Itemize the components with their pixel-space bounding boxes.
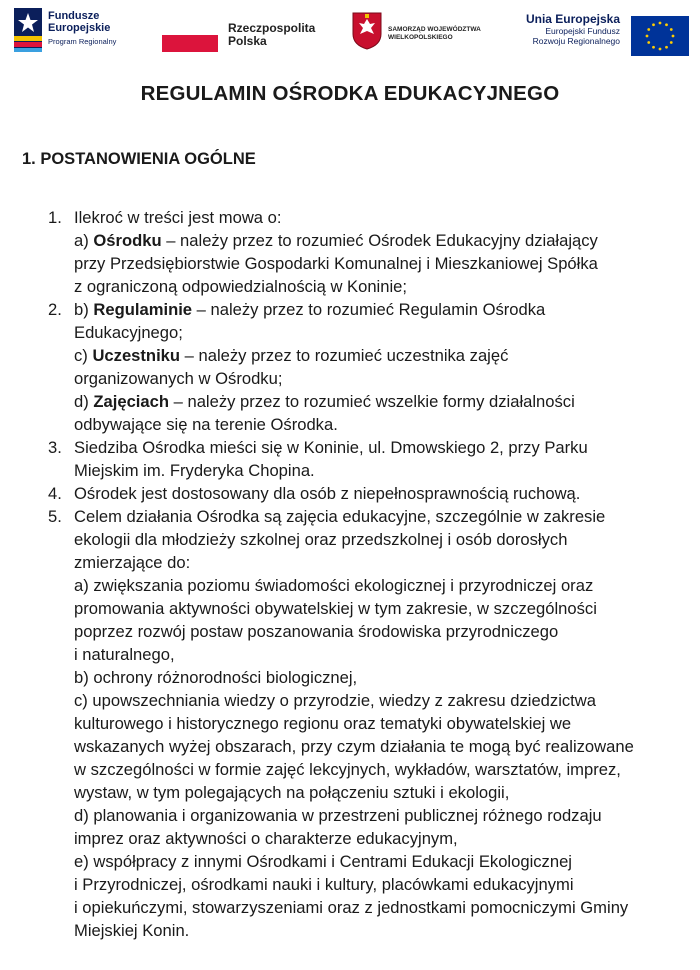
eu-star xyxy=(665,46,668,49)
line-text xyxy=(74,758,621,781)
line-text xyxy=(74,390,575,413)
samorzad-wojewodztwa-logo xyxy=(350,8,500,56)
line-text xyxy=(74,620,558,643)
line-text-pre: imprez oraz aktywności o charakterze edukacyjnym, xyxy=(74,829,458,848)
line-text xyxy=(74,804,602,827)
line-text xyxy=(74,436,588,459)
line-text-post: – należy przez to rozumieć Ośrodek Edukacyjny działający xyxy=(161,231,598,250)
line-text xyxy=(74,206,281,229)
line-text xyxy=(74,298,545,321)
line-text-pre: c) upowszechniania wiedzy o przyrodzie, wiedzy z zakresu dziedzictwa xyxy=(74,691,597,710)
line-text-pre: wystaw, w tym polegających na połączeniu sztuki i ekologii, xyxy=(74,783,510,802)
line-text-pre: Miejskiej Konin. xyxy=(74,921,190,940)
line-text-post: – należy przez to rozumieć Regulamin Ośrodka xyxy=(192,300,546,319)
eu-star xyxy=(670,41,673,44)
line-text-pre: organizowanych w Ośrodku; xyxy=(74,369,283,388)
line-text-pre: d) xyxy=(74,392,94,411)
sw-line2: WIELKOPOLSKIEGO xyxy=(388,34,453,41)
line-text xyxy=(74,367,282,390)
rp-line1: Rzeczpospolita xyxy=(228,21,316,35)
line-text-pre: przy Przedsiębiorstwie Gospodarki Komunalnej i Mieszkaniowej Spółka xyxy=(74,254,598,273)
line-text-pre: b) xyxy=(74,300,94,319)
line-text xyxy=(74,919,189,942)
line-text xyxy=(74,413,338,436)
polish-flag-icon xyxy=(162,18,218,52)
line-text-pre: Edukacyjnego; xyxy=(74,323,183,342)
eu-star xyxy=(672,35,675,38)
fe-title-line2: Europejskie xyxy=(48,22,111,34)
ue-sub2: Rozwoju Regionalnego xyxy=(532,36,620,46)
line-text xyxy=(74,574,593,597)
line-text xyxy=(74,275,407,298)
line-text-pre: poprzez rozwój postaw poszanowania środowiska przyrodniczego xyxy=(74,622,559,641)
fe-title-line1: Fundusze xyxy=(48,10,100,22)
item-number: 4. xyxy=(48,484,62,503)
line-text-pre: i opiekuńczymi, stowarzyszeniami oraz z jednostkami pomocniczymi Gminy xyxy=(74,898,629,917)
line-text-pre: i Przyrodniczej, ośrodkami nauki i kultury, placówkami edukacyjnymi xyxy=(74,875,574,894)
line-text-pre: odbywające się na terenie Ośrodka. xyxy=(74,415,338,434)
eu-star xyxy=(647,28,650,31)
defined-term: Ośrodku xyxy=(93,231,162,250)
line-text-pre: w szczególności w formie zajęć lekcyjnych, wykładów, warsztatów, imprez, xyxy=(74,760,621,779)
line-text-pre: ekologii dla młodzieży szkolnej oraz przedszkolnej i osób dorosłych xyxy=(74,530,568,549)
line-text-pre: Ośrodek jest dostosowany dla osób z niepełnosprawnością ruchową. xyxy=(74,484,581,503)
line-text xyxy=(74,735,634,758)
line-text xyxy=(74,597,597,620)
line-text xyxy=(74,528,567,551)
eu-star xyxy=(652,46,655,49)
line-text xyxy=(74,896,628,919)
line-text xyxy=(74,781,509,804)
section-title: 1. POSTANOWIENIA OGÓLNE xyxy=(22,150,256,168)
line-text-pre: Celem działania Ośrodka są zajęcia edukacyjne, szczególnie w zakresie xyxy=(74,507,606,526)
line-text-pre: Ilekroć w treści jest mowa o: xyxy=(74,208,282,227)
document-title: REGULAMIN OŚRODKA EDUKACYJNEGO xyxy=(140,82,560,105)
line-text-pre: a) zwiększania poziomu świadomości ekologicznej i przyrodniczej oraz xyxy=(74,576,594,595)
line-text-pre: kulturowego i historycznego regionu oraz tematyki obywatelskiej we xyxy=(74,714,572,733)
line-text-pre: z ograniczoną odpowiedzialnością w Koninie; xyxy=(74,277,408,296)
line-text-pre: d) planowania i organizowania w przestrzeni publicznej różnego rodzaju xyxy=(74,806,602,825)
line-text xyxy=(74,551,190,574)
coat-of-arms-icon xyxy=(352,12,382,50)
line-text xyxy=(74,666,357,689)
item-number: 5. xyxy=(48,507,62,526)
line-text-post: – należy przez to rozumieć wszelkie formy działalności xyxy=(169,392,575,411)
eu-star xyxy=(670,28,673,31)
line-text xyxy=(74,505,605,528)
defined-term: Zajęciach xyxy=(93,392,170,411)
line-text xyxy=(74,873,574,896)
line-text xyxy=(74,643,175,666)
line-text xyxy=(74,689,596,712)
defined-term: Uczestniku xyxy=(92,346,181,365)
eu-star xyxy=(647,41,650,44)
sw-line1: SAMORZĄD WOJEWÓDZTWA xyxy=(388,26,481,33)
line-text xyxy=(74,252,598,275)
fe-star-icon xyxy=(14,8,42,52)
line-text xyxy=(74,229,598,252)
line-text-pre: c) xyxy=(74,346,93,365)
logo-bar xyxy=(0,0,700,62)
fundusze-europejskie-logo xyxy=(14,8,164,56)
line-text-pre: Miejskim im. Fryderyka Chopina. xyxy=(74,461,315,480)
line-text xyxy=(74,482,580,505)
line-text-pre: zmierzające do: xyxy=(74,553,191,572)
ue-title: Unia Europejska xyxy=(525,12,620,26)
line-text xyxy=(74,827,458,850)
line-text-pre: e) współpracy z innymi Ośrodkami i Centrami Edukacji Ekologicznej xyxy=(74,852,572,871)
unia-europejska-logo xyxy=(505,8,695,56)
line-text-pre: Siedziba Ośrodka mieści się w Koninie, ul. Dmowskiego 2, przy Parku xyxy=(74,438,588,457)
eu-star xyxy=(652,23,655,26)
line-text-pre: i naturalnego, xyxy=(74,645,175,664)
line-text-post: – należy przez to rozumieć uczestnika zajęć xyxy=(180,346,509,365)
item-number: 1. xyxy=(48,208,62,227)
rzeczpospolita-polska-logo xyxy=(162,8,332,56)
line-text-pre: wskazanych wyżej obszarach, przy czym działania te mogą być realizowane xyxy=(74,737,634,756)
line-text-pre: b) ochrony różnorodności biologicznej, xyxy=(74,668,358,687)
eu-star xyxy=(646,35,649,38)
line-text xyxy=(74,321,183,344)
eu-flag-icon xyxy=(631,16,689,56)
line-text xyxy=(74,344,508,367)
line-text xyxy=(74,712,571,735)
line-text-pre: a) xyxy=(74,231,94,250)
line-text xyxy=(74,459,315,482)
rp-line2: Polska xyxy=(228,34,267,48)
eu-star xyxy=(659,22,662,25)
item-number: 3. xyxy=(48,438,62,457)
fe-subtitle: Program Regionalny xyxy=(48,37,117,46)
eu-star xyxy=(665,23,668,26)
ue-sub1: Europejski Fundusz xyxy=(545,26,620,36)
line-text xyxy=(74,850,572,873)
defined-term: Regulaminie xyxy=(93,300,193,319)
line-text-pre: promowania aktywności obywatelskiej w tym zakresie, w szczególności xyxy=(74,599,597,618)
item-number: 2. xyxy=(48,300,62,319)
eu-star xyxy=(659,48,662,51)
